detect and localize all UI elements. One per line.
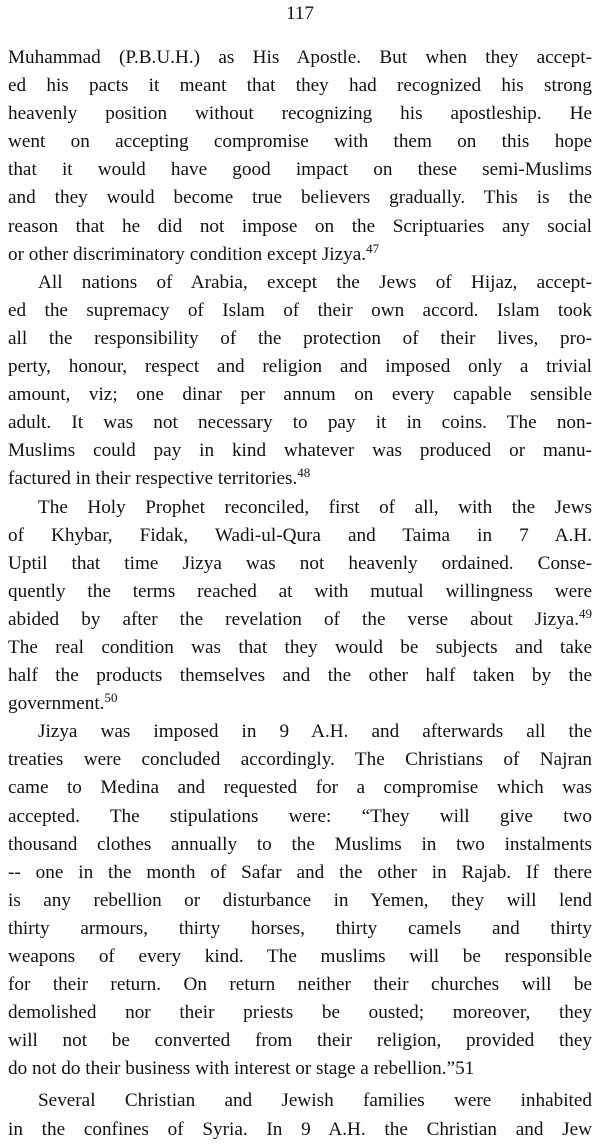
- paragraph: [8, 1087, 592, 1143]
- text-line: [8, 915, 592, 943]
- line-text: all the responsibility of the protection of their lives, pro-: [8, 327, 592, 349]
- line-text: accepted. The stipulations were: “They will give two: [8, 805, 592, 827]
- text-line: [8, 522, 592, 550]
- line-text: Several Christian and Jewish families were inhabited: [38, 1090, 592, 1112]
- line-text: and they would become true believers gradually. This is the: [8, 187, 592, 209]
- text-line: [8, 128, 592, 156]
- line-text: reason that he did not impose on the Scriptuaries any social: [8, 215, 592, 237]
- text-line: [8, 971, 592, 999]
- text-line: [8, 494, 592, 522]
- paragraph: [8, 494, 592, 719]
- text-line: [8, 943, 592, 971]
- line-text: All nations of Arabia, except the Jews of Hijaz, accept-: [38, 271, 592, 293]
- line-text: ed the supremacy of Islam of their own accord. Islam took: [8, 299, 592, 321]
- line-text: amount, viz; one dinar per annum on every capable sensible: [8, 384, 592, 406]
- text-line: [8, 184, 592, 212]
- text-line: [8, 297, 592, 325]
- text-line: [8, 1027, 592, 1055]
- text-line: [8, 1055, 592, 1083]
- text-line: [8, 746, 592, 774]
- line-text: weapons of every kind. The muslims will be responsible: [8, 946, 592, 967]
- line-text: Uptil that time Jizya was not heavenly ordained. Conse-: [8, 552, 592, 574]
- line-text: -- one in the month of Safar and the other in Rajab. If there: [8, 861, 592, 883]
- line-text: demolished nor their priests be ousted; moreover, they: [8, 1002, 592, 1024]
- line-text: adult. It was not necessary to pay it in coins. The non-: [8, 412, 592, 434]
- paragraph: [8, 718, 592, 1083]
- line-text: or other discriminatory condition except Jizya.: [8, 243, 367, 265]
- line-text: will not be converted from their religion, provided they: [8, 1030, 592, 1052]
- text-line: [8, 213, 592, 241]
- line-text: perty, honour, respect and religion and imposed only a trivial: [8, 356, 592, 378]
- text-line: [8, 578, 592, 606]
- line-text: that it would have good impact on these semi-Muslims: [8, 159, 592, 181]
- text-line: [8, 690, 592, 718]
- text-line: [8, 606, 592, 634]
- text-line: [8, 662, 592, 690]
- line-text: heavenly position without recognizing his apostleship. He: [8, 103, 592, 125]
- text-line: [8, 269, 592, 297]
- text-line: [8, 550, 592, 578]
- text-line: [8, 381, 592, 409]
- line-text: thousand clothes annually to the Muslims in two instalments: [8, 833, 592, 855]
- line-text: factured in their respective territories.: [8, 468, 298, 490]
- paragraph: [8, 269, 592, 494]
- line-text: The Holy Prophet reconciled, first of all, with the Jews: [38, 496, 592, 518]
- text-line: [8, 887, 592, 915]
- line-text: Muslims could pay in kind whatever was produced or manu-: [8, 440, 592, 462]
- text-line: [8, 437, 592, 465]
- line-text: quently the terms reached at with mutual willingness were: [8, 580, 592, 602]
- text-line: [8, 831, 592, 859]
- line-text: government.: [8, 693, 105, 715]
- text-line: [8, 803, 592, 831]
- footnote-marker: 49: [579, 605, 592, 621]
- text-line: [8, 634, 592, 662]
- text-line: [8, 353, 592, 381]
- page-number: 117: [286, 3, 314, 24]
- line-text: treaties were concluded accordingly. The Christians of Najran: [8, 749, 592, 771]
- line-text: of Khybar, Fidak, Wadi-ul-Qura and Taima in 7 A.H.: [8, 524, 592, 546]
- text-line: [8, 718, 592, 746]
- line-text: thirty armours, thirty horses, thirty camels and thirty: [8, 917, 592, 939]
- line-text: went on accepting compromise with them on this hope: [8, 131, 592, 153]
- line-text: do not do their business with interest or stage a rebellion.”51: [8, 1058, 475, 1080]
- footnote-marker: 47: [366, 240, 380, 256]
- text-line: [8, 465, 592, 493]
- line-text: ed his pacts it meant that they had recognized his strong: [8, 75, 592, 97]
- text-line: [8, 44, 592, 72]
- text-line: [8, 72, 592, 100]
- line-text: abided by after the revelation of the verse about Jizya.: [8, 608, 579, 630]
- text-line: [8, 325, 592, 353]
- text-line: [8, 774, 592, 802]
- line-text: came to Medina and requested for a compromise which was: [8, 777, 592, 799]
- line-text: Jizya was imposed in 9 A.H. and afterwards all the: [38, 721, 592, 743]
- text-line: [8, 1087, 592, 1115]
- text-line: [8, 1116, 592, 1144]
- text-line: [8, 156, 592, 184]
- line-text: The real condition was that they would be subjects and take: [8, 636, 592, 658]
- paragraph: [8, 44, 592, 269]
- text-line: [8, 100, 592, 128]
- line-text: is any rebellion or disturbance in Yemen, they will lend: [8, 889, 592, 911]
- text-line: [8, 859, 592, 887]
- line-text: for their return. On return neither their churches will be: [8, 974, 592, 996]
- line-text: in the confines of Syria. In 9 A.H. the Christian and Jew: [8, 1118, 592, 1140]
- footnote-marker: 48: [297, 465, 311, 481]
- line-text: half the products themselves and the other half taken by the: [8, 665, 592, 687]
- body-text: [8, 44, 592, 1144]
- text-line: [8, 241, 592, 269]
- text-line: [8, 999, 592, 1027]
- text-line: [8, 409, 592, 437]
- line-text: Muhammad (P.B.U.H.) as His Apostle. But when they accept-: [8, 47, 592, 68]
- footnote-marker: 50: [104, 690, 118, 706]
